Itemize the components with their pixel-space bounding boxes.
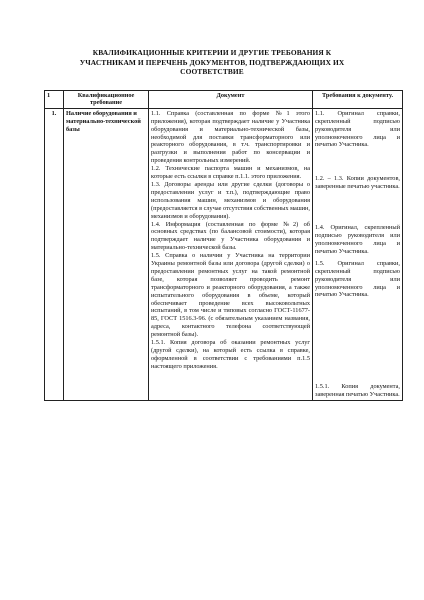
requirement-1-5: 1.5. Оригинал справки, скрепленный подписью руководителя или уполномоченного лица и печатью Участника. xyxy=(315,259,400,299)
title-line-2: УЧАСТНИКАМ И ПЕРЕЧЕНЬ ДОКУМЕНТОВ, ПОДТВЕРЖДАЮЩИХ ИХ xyxy=(79,57,345,67)
criteria-table xyxy=(44,90,403,401)
document-item-1-5: 1.5. Справка о наличии у Участника на территории Украины ремонтной базы или договора (другой сделки) о предоставлении ремонтных услуг на такой ремонтной базе, которая позволяет проводить ремонт трансформаторного и реакторного оборудования, а также испытательного оборудования в объеме, который обеспечивает проведение всех высоковольтных испытаний, в том числе и типовых согласно ГОСТ-11677-85, ГОСТ 1516.3-96. (с обязательным указанием названия, адреса, контактного телефона соответствующей ремонтной базы). xyxy=(151,252,310,339)
row-criteria: Наличие оборудования и материально-технической базы xyxy=(64,108,149,400)
header-num: 1 xyxy=(45,91,64,109)
table-header-row xyxy=(45,91,403,109)
requirement-1-5-1: 1.5.1. Копия документа, заверенная печатью Участника. xyxy=(315,383,400,399)
requirement-1-2-1-3: 1.2. – 1.3. Копии документов, заверенные печатью участника. xyxy=(315,175,400,191)
row-documents-cell xyxy=(149,108,313,400)
document-item-1-2: 1.2. Технические паспорта машин и механизмов, на которые есть ссылки в справке п.1.1. этого приложения. xyxy=(151,165,310,181)
requirement-1-4: 1.4. Оригинал, скрепленный подписью руководителя или уполномоченного лица и печатью Участника. xyxy=(315,224,400,255)
document-item-1-5-1: 1.5.1. Копия договора об оказании ремонтных услуг (другой сделки), на который есть ссылка в справке, оформленной в соответствии с требованиями п.1.5 настоящего приложения. xyxy=(151,339,310,370)
row-number: 1. xyxy=(45,108,64,400)
header-document: Документ xyxy=(149,91,313,109)
table-row xyxy=(45,108,403,400)
requirement-1-1: 1.1. Оригинал справки, скрепленный подписью руководителя или уполномоченного лица и печатью Участника. xyxy=(315,109,400,149)
row-requirements-cell xyxy=(313,108,403,400)
document-item-1-1: 1.1. Справка (составленная по форме №1 этого приложения), которая подтверждает наличие у Участника оборудования и материально-технической базы, необходимой для поставки трансформаторного или реакторного оборудования, в т.ч. транспортировки и разгрузки и выполнения работ по консервации и проведения контрольных измерений. xyxy=(151,109,310,165)
title-line-1: КВАЛИФИКАЦИОННЫЕ КРИТЕРИИ И ДРУГИЕ ТРЕБОВАНИЯ К xyxy=(92,48,332,57)
document-item-1-3: 1.3. Договоры аренды или другие сделки (договоры о предоставлении услуг и т.п.), подтверждающие право использования машин, механизмов и оборудования (предоставляется в случае отсутствия собственных машин, механизмов и оборудования). xyxy=(151,180,310,220)
header-criteria: Квалификационное требование xyxy=(64,91,149,109)
header-requirements: Требования к документу. xyxy=(313,91,403,109)
document-item-1-4: 1.4. Информация (составленная по форме №2) об основных средствах (по балансовой стоимости), которая подтверждает наличие у Участника оборудования и материально-технической базы. xyxy=(151,220,310,252)
title-line-3: СООТВЕТСТВИЕ xyxy=(180,67,244,77)
document-title xyxy=(60,48,364,77)
